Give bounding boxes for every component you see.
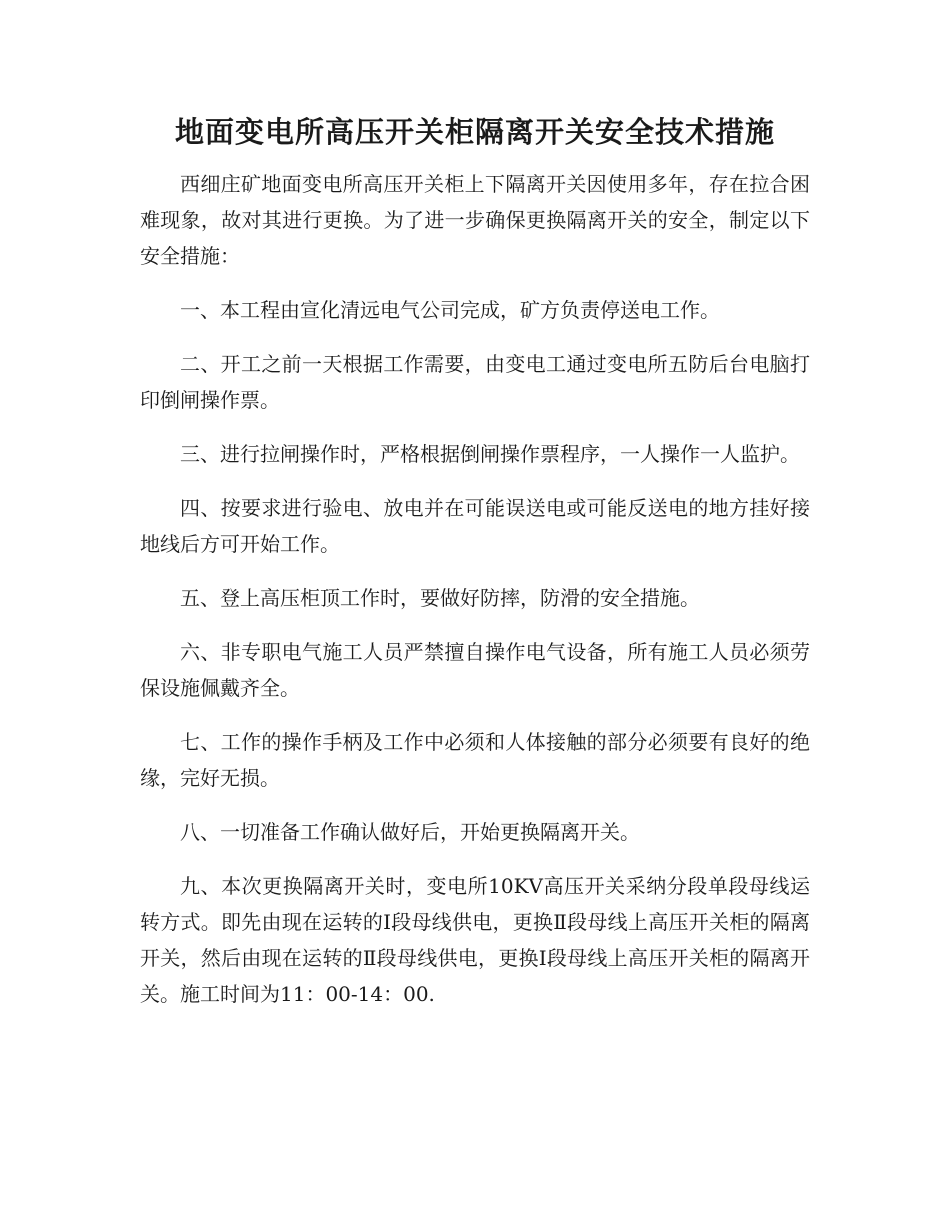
measure-item-2: 二、开工之前一天根据工作需要，由变电工通过变电所五防后台电脑打印倒闸操作票。: [140, 352, 810, 412]
measure-item-9: 九、本次更换隔离开关时，变电所10KV高压开关采纳分段单段母线运转方式。即先由现在运转的Ⅰ段母线供电，更换Ⅱ段母线上高压开关柜的隔离开关，然后由现在运转的Ⅱ段母线供电，更换Ⅰ段母线上高压开关柜的隔离开关。施工时间为11：00-14：00.: [140, 874, 810, 1006]
measure-item-5: 五、登上高压柜顶工作时，要做好防摔，防滑的安全措施。: [180, 586, 700, 610]
measure-item-1: 一、本工程由宣化清远电气公司完成，矿方负责停送电工作。: [180, 298, 720, 322]
measure-item-8: 八、一切准备工作确认做好后，开始更换隔离开关。: [180, 820, 640, 844]
measure-item-6: 六、非专职电气施工人员严禁擅自操作电气设备，所有施工人员必须劳保设施佩戴齐全。: [140, 640, 810, 700]
measure-item-7: 七、工作的操作手柄及工作中必须和人体接触的部分必须要有良好的绝缘，完好无损。: [140, 730, 810, 790]
measure-item-4: 四、按要求进行验电、放电并在可能误送电或可能反送电的地方挂好接地线后方可开始工作。: [140, 496, 810, 556]
intro-paragraph: 西细庄矿地面变电所高压开关柜上下隔离开关因使用多年，存在拉合困难现象，故对其进行更换。为了进一步确保更换隔离开关的安全，制定以下安全措施：: [140, 172, 810, 268]
document-body: [140, 166, 810, 1030]
document-title: 地面变电所高压开关柜隔离开关安全技术措施: [174, 115, 775, 149]
measure-item-3: 三、进行拉闸操作时，严格根据倒闸操作票程序，一人操作一人监护。: [180, 442, 800, 466]
